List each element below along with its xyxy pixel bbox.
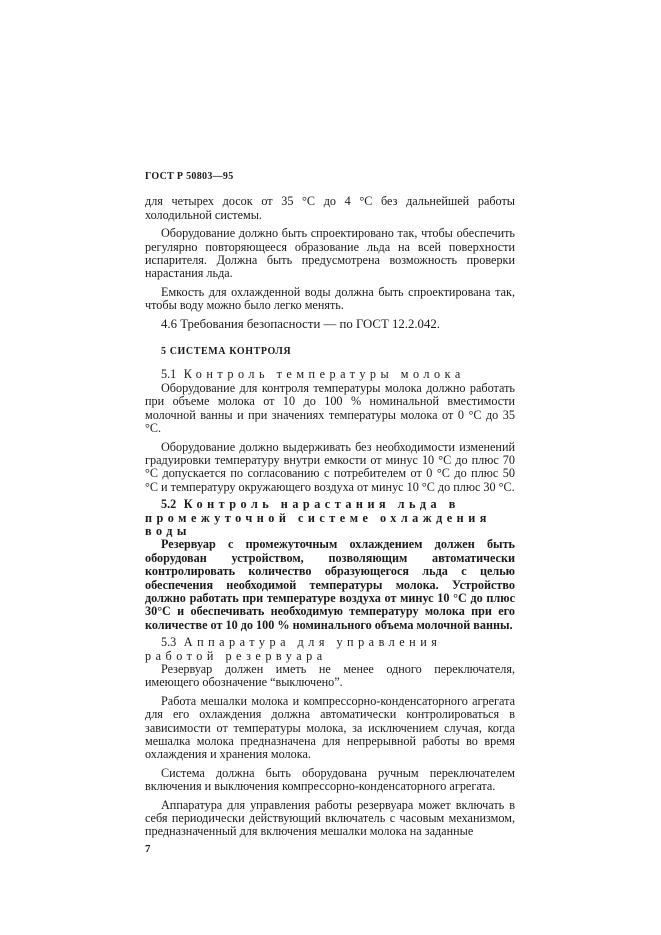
document-header: ГОСТ Р 50803—95 xyxy=(145,171,234,182)
paragraph: Оборудование должно выдерживать без необходимости изменений градуировки температуру внутри емкости от минус 10 °С до плюс 70 °С допускается по согласованию с потребителем от 0 °С до плюс 50 °С и температуру окружающего воздуха от минус 10 °С до плюс 30 °С. xyxy=(145,439,515,494)
paragraph: Система должна быть оборудована ручным переключателем включения и выключения компрессорно-конденсаторного агрегата. xyxy=(145,765,515,794)
subsection-number: 5.3 xyxy=(161,635,177,650)
paragraph: Оборудование должно быть спроектировано так, чтобы обеспечить регулярно повторяющееся образование льда на всей поверхности испарителя. Должна быть предусмотрена возможность проверки нарастания льда. xyxy=(145,226,515,281)
paragraph: Аппаратура для управления работы резервуара может включать в себя периодически действующий включатель с часовым механизмом, предназначенный для включения мешалки молока на заданные xyxy=(145,797,515,839)
paragraph: Резервуар должен иметь не менее одного переключателя, имеющего обозначение “выключено”. xyxy=(145,662,515,690)
subsection-number: 5.1 xyxy=(161,367,177,382)
document-body xyxy=(145,170,515,839)
subsection-heading xyxy=(145,636,515,663)
page-number: 7 xyxy=(145,843,151,855)
subsection-heading xyxy=(145,498,515,538)
paragraph: Емкость для охлажденной воды должна быть спроектирована так, чтобы воду можно было легко менять. xyxy=(145,284,515,313)
paragraph: для четырех досок от 35 °С до 4 °С без дальнейшей работы холодильной системы. xyxy=(145,194,515,222)
paragraph: Резервуар с промежуточным охлаждением должен быть оборудован устройством, позволяющим автоматически контролировать количество образующегося льда с целью обеспечения необходимой температуры молока. Устройство должно работать при температуре воздуха от минус 10 °С до плюс 30°С и обеспечивать необходимую температуру молока при его количестве от 10 до 100 % номинального объема молочной ванны. xyxy=(145,537,515,632)
section-heading: 5 СИСТЕМА КОНТРОЛЯ xyxy=(161,346,292,358)
subsection-heading xyxy=(145,368,515,381)
subsection-number: 5.2 xyxy=(161,497,177,512)
subsection-title: Аппаратура для управления работой резервуара xyxy=(145,635,442,663)
paragraph: Оборудование для контроля температуры молока должно работать при объеме молока от 10 до 100 % номинальной вместимости молочной ванны и при значениях температуры молока от 0 °С до 35 °С. xyxy=(145,380,515,436)
subsection-title: Контроль нарастания льда в промежуточной системе охлаждения воды xyxy=(145,497,491,538)
paragraph: Работа мешалки молока и компрессорно-конденсаторного агрегата для его охлаждения должна автоматически контролироваться в зависимости от температуры молока, за исключением случая, когда мешалка молока предназначена для непрерывной работы во время охлаждения и хранения молока. xyxy=(145,693,515,762)
subsection-title: Контроль температуры молока xyxy=(183,367,465,382)
paragraph: 4.6 Требования безопасности — по ГОСТ 12.2.042. xyxy=(161,316,440,331)
